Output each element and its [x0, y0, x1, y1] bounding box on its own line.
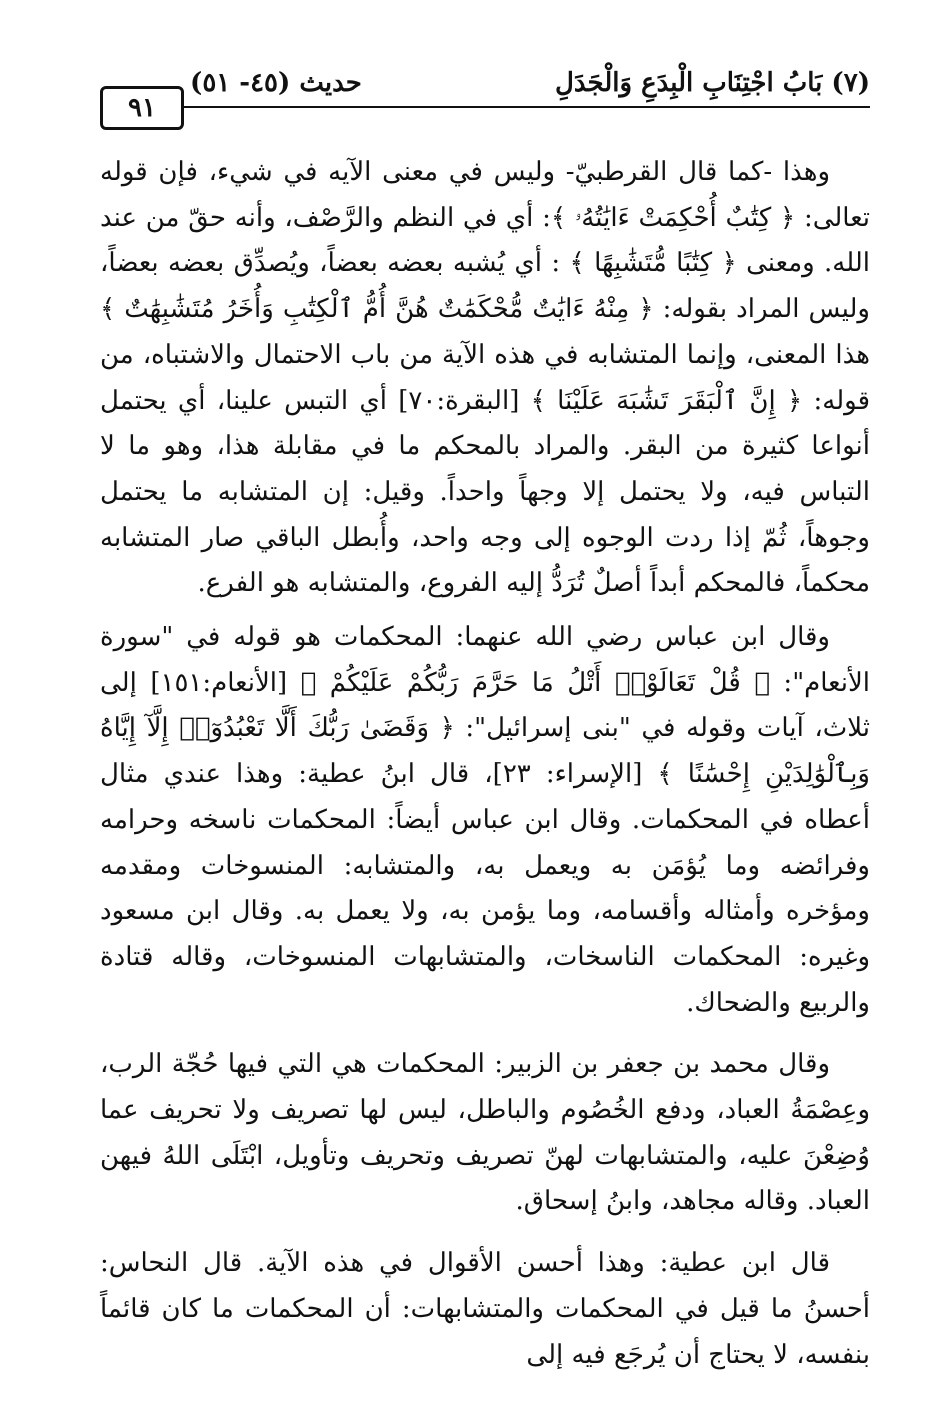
paragraph-1: وهذا -كما قال القرطبيّ- وليس في معنى الآيه في شيء، فإن قوله تعالى: ﴿ كِتَٰبٌ أُحْكِمَتْ ءَايَٰتُهُۥ ﴾: أي في النظم والرَّصْف، وأنه حقّ من عند الله. ومعنى ﴿ كِتَٰبًا مُّتَشَٰبِهًا ﴾ : أي يُشبه بعضه بعضاً، ويُصدِّق بعضه بعضاً، وليس المراد بقوله: ﴿ مِنْهُ ءَايَٰتٌ مُّحْكَمَٰتٌ هُنَّ أُمُّ ٱلْكِتَٰبِ وَأُخَرُ مُتَشَٰبِهَٰتٌ ﴾ هذا المعنى، وإنما المتشابه في هذه الآية من باب الاحتمال والاشتباه، من قوله: ﴿ إِنَّ ٱلْبَقَرَ تَشَٰبَهَ عَلَيْنَا ﴾ [البقرة:٧٠] أي التبس علينا، أي يحتمل أنواعا كثيرة من البقر. والمراد بالمحكم ما في مقابلة هذا، وهو ما لا التباس فيه، ولا يحتمل إلا وجهاً واحداً. وقيل: إن المتشابه ما يحتمل وجوهاً، ثُمّ إذا ردت الوجوه إلى وجه واحد، وأُبطل الباقي صار المتشابه محكماً، فالمحكم أبداً أصلٌ تُرَدُّ إليه الفروع، والمتشابه هو الفرع.: [100, 157, 871, 599]
header-rule: [160, 106, 870, 108]
paragraph-4: قال ابن عطية: وهذا أحسن الأقوال في هذه الآية. قال النحاس: أحسنُ ما قيل في المحكمات والمتشابهات: أن المحكمات ما كان قائماً بنفسه، لا يحتاج أن يُرجَع فيه إلى: [100, 1248, 870, 1370]
page-number: ٩١: [100, 86, 184, 130]
hadith-range: حديث (٤٥- ٥١): [190, 68, 362, 98]
paragraph-2: وقال ابن عباس رضي الله عنهما: المحكمات هو قوله في "سورة الأنعام": ﴿ قُلْ تَعَالَوْا۟ أَتْلُ مَا حَرَّمَ رَبُّكُمْ عَلَيْكُمْ ﴾ [الأنعام:١٥١] إلى ثلاث، آيات وقوله في "بنى إسرائيل": ﴿ وَقَضَىٰ رَبُّكَ أَلَّا تَعْبُدُوٓا۟ إِلَّآ إِيَّاهُ وَبِٱلْوَٰلِدَيْنِ إِحْسَٰنًا ﴾ [الإسراء: ٢٣]، قال ابنُ عطية: وهذا عندي مثال أعطاه في المحكمات. وقال ابن عباس أيضاً: المحكمات ناسخه وحرامه وفرائضه وما يُؤمَن به ويعمل به، والمتشابه: المنسوخات ومقدمه ومؤخره وأمثاله وأقسامه، وما يؤمن به، ولا يعمل به. وقال ابن مسعود وغيره: المحكمات الناسخات، والمتشابهات المنسوخات، وقاله قتادة والربيع والضحاك.: [100, 622, 870, 1018]
paragraph-3: وقال محمد بن جعفر بن الزبير: المحكمات هي التي فيها حُجّة الرب، وعِصْمَةُ العباد، ودفع الخُصُوم والباطل، ليس لها تصريف ولا تحريف عما وُضِعْنَ عليه، والمتشابهات لهنّ تصريف وتحريف وتأويل، ابْتَلَى اللهُ فيهن العباد. وقاله مجاهد، وابنُ إسحاق.: [100, 1049, 870, 1217]
chapter-title: (٧) بَابُ اجْتِنَابِ الْبِدَعِ وَالْجَدَلِ: [555, 68, 870, 98]
page-header: [100, 62, 870, 128]
body-text: [100, 150, 870, 1378]
